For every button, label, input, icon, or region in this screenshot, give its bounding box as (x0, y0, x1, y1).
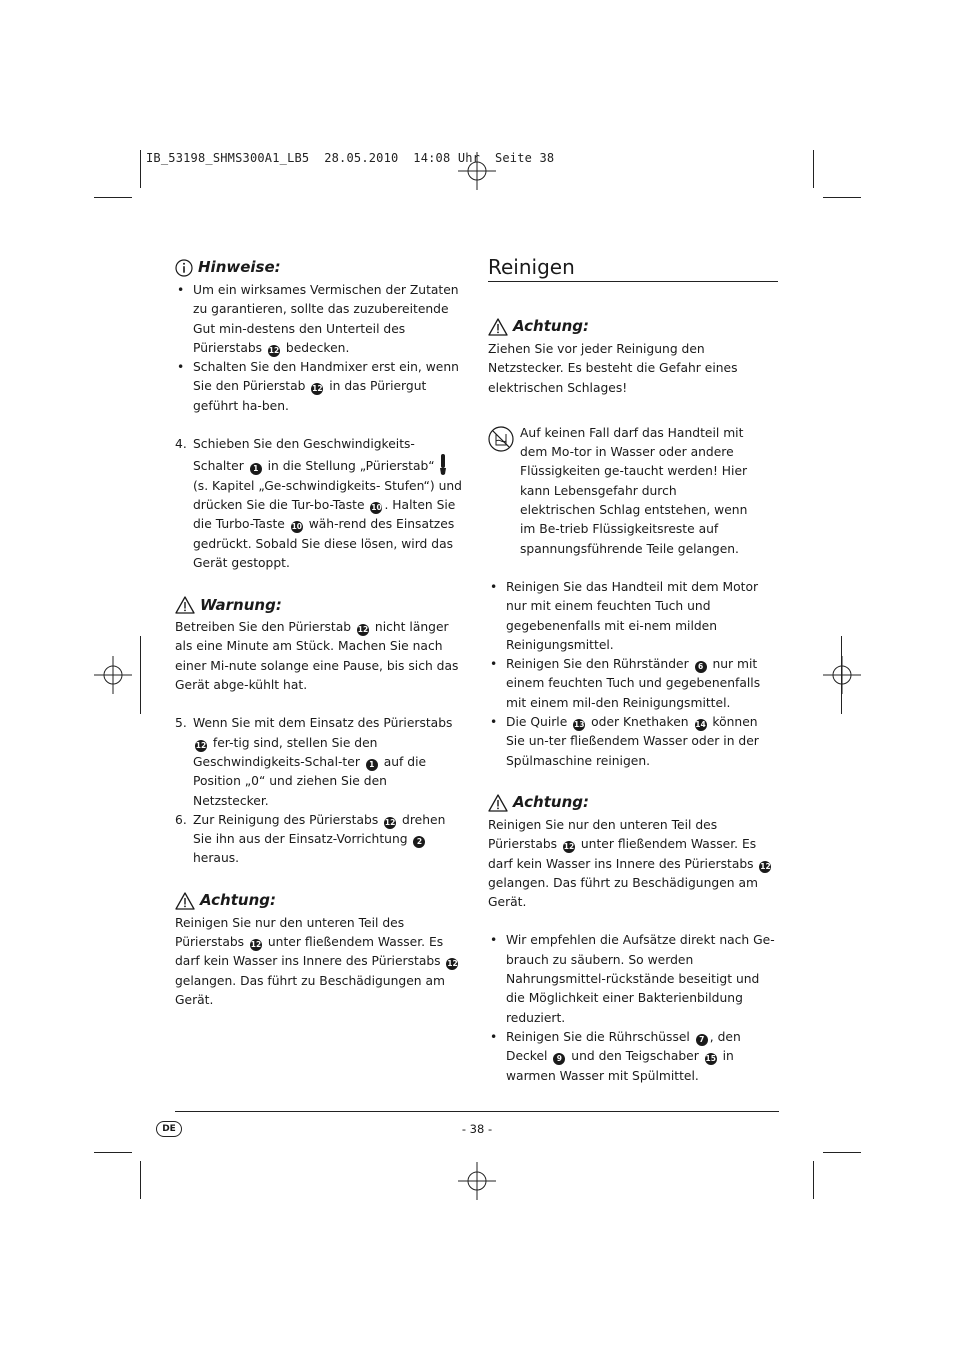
info-icon (175, 259, 193, 277)
part-number-badge: 10 (291, 522, 302, 532)
step-text: fer-tig sind, stellen Sie den Geschwindigkeits-Schal-ter (193, 735, 378, 769)
step-text: Schieben Sie den Geschwindigkeits-Schalter (193, 437, 415, 474)
list-text: können Sie un-ter fließendem Wasser oder in der Spülmaschine reinigen. (506, 715, 759, 768)
part-number-badge: 12 (250, 940, 262, 950)
paragraph-text: gelangen. Das führt zu Beschädigungen am Gerät. (175, 973, 445, 1007)
list-text: bedecken. (281, 340, 350, 355)
warning-triangle-icon (488, 794, 508, 812)
paragraph-text: gelangen. Das führt zu Beschädigungen am Gerät. (488, 875, 758, 910)
step-text: in die Stellung „Pürierstab“ (263, 459, 439, 474)
warnung-heading (175, 592, 465, 618)
page-number: - 38 - (461, 1122, 493, 1136)
slug-line: IB_53198_SHMS300A1_LB5 28.05.2010 14:08 Uhr Seite 38 (146, 151, 555, 165)
part-number-badge: 10 (371, 502, 382, 512)
part-number-badge: 14 (695, 720, 706, 730)
step-number: 4. (175, 437, 187, 452)
paragraph-text: unter fließendem Wasser. Es darf kein Wasser ins Innere des Pürierstabs (175, 935, 445, 969)
list-item (488, 931, 778, 1027)
part-number-badge: 12 (760, 861, 771, 871)
paragraph-text: unter fließendem Wasser. Es darf kein Wasser ins Innere des Pürierstabs (488, 837, 758, 871)
section-title: Reinigen (488, 255, 778, 282)
part-number-badge: 6 (695, 661, 707, 673)
paragraph-text: nicht länger als eine Minute am Stück. Machen Sie nach einer Mi-nute solange eine Pause, bis sich das Gerät abge-kühlt hat. (175, 620, 459, 693)
list-text: in warmen Wasser mit Spülmittel. (506, 1049, 734, 1083)
crop-mark (823, 1152, 861, 1153)
registration-mark-icon (458, 152, 496, 190)
warning-triangle-icon (175, 892, 195, 910)
part-number-badge: 12 (195, 740, 207, 750)
steps-list-b (175, 714, 465, 868)
no-immerse-warning (488, 424, 778, 559)
blender-wand-icon (439, 454, 447, 476)
warning-triangle-icon (488, 318, 508, 336)
list-text: Die Quirle (506, 715, 572, 730)
list-text: Reinigen Sie den Rührständer (506, 657, 693, 672)
hinweise-list (175, 281, 465, 416)
crop-mark (94, 1152, 132, 1153)
list-text: und den Teigschaber (567, 1049, 703, 1064)
part-number-badge: 13 (573, 720, 585, 730)
warning-triangle-icon (175, 596, 195, 614)
part-number-badge: 1 (250, 463, 262, 475)
list-item (488, 713, 778, 771)
list-text: Reinigen Sie das Handteil mit dem Motor nur mit einem feuchten Tuch und gegebenenfalls mit ei-nem milden Reinigungsmittel. (506, 579, 759, 652)
step-4 (175, 435, 465, 573)
step-6 (175, 811, 465, 869)
list-item (175, 281, 465, 358)
achtung-paragraph (175, 914, 465, 1010)
part-number-badge: 15 (705, 1054, 716, 1064)
achtung-title: Achtung: (513, 793, 589, 812)
step-number: 5. (175, 716, 187, 731)
step-text: . Halten Sie die Turbo-Taste (193, 497, 456, 532)
list-item (488, 578, 778, 655)
part-number-badge: 9 (553, 1053, 565, 1065)
crop-mark (813, 1161, 814, 1199)
part-number-badge: 12 (268, 345, 280, 355)
no-immerse-text: Auf keinen Fall darf das Handteil mit dem Mo-tor in Wasser oder andere Flüssigkeiten ge-taucht werden! Hier kann Lebensgefahr durch elektrischen Schlag entstehen, wenn im Be-trieb Flüssigkeitsreste auf spannungsführende Teile gelangen. (520, 425, 748, 556)
achtung-paragraph (488, 816, 778, 912)
step-text: heraus. (193, 851, 240, 866)
achtung-title: Achtung: (200, 891, 276, 910)
step-number: 6. (175, 812, 187, 827)
paragraph-text: Betreiben Sie den Pürierstab (175, 620, 355, 635)
crop-mark (94, 197, 132, 198)
part-number-badge: 2 (413, 836, 425, 848)
crop-mark (841, 636, 842, 714)
crop-mark (140, 1161, 141, 1199)
hinweise-heading (175, 255, 465, 281)
hinweise-title: Hinweise: (198, 258, 281, 277)
registration-mark-icon (458, 1162, 496, 1200)
list-text: Reinigen Sie die Rührschüssel (506, 1029, 694, 1044)
warnung-paragraph (175, 618, 465, 695)
list-text: , den Deckel (506, 1029, 741, 1064)
list-item (488, 1028, 778, 1086)
achtung-heading (175, 888, 465, 914)
crop-mark (823, 197, 861, 198)
achtung-title: Achtung: (513, 317, 589, 336)
right-column (488, 255, 778, 1086)
step-text: drehen Sie ihn aus der Einsatz-Vorrichtung (193, 812, 446, 847)
left-column (175, 255, 465, 1010)
list-text: Wir empfehlen die Aufsätze direkt nach Ge-brauch zu säubern. So werden Nahrungsmittel-rückstände beseitigt und die Möglichkeit einer Bakterienbildung reduziert. (506, 933, 775, 1025)
crop-mark (140, 636, 141, 714)
step-5 (175, 714, 465, 810)
part-number-badge: 7 (696, 1034, 708, 1046)
achtung-heading (488, 790, 778, 816)
footer-rule (175, 1111, 779, 1112)
part-number-badge: 12 (447, 959, 458, 969)
list-item (488, 655, 778, 713)
steps-list-a (175, 435, 465, 573)
paragraph-text: Reinigen Sie nur den unteren Teil des Pürierstabs (175, 915, 405, 950)
paragraph-text: Reinigen Sie nur den unteren Teil des Pürierstabs (488, 817, 718, 852)
part-number-badge: 12 (312, 384, 323, 394)
do-not-immerse-icon (488, 426, 514, 452)
registration-mark-icon (823, 656, 861, 694)
list-item (175, 358, 465, 416)
step-text: Zur Reinigung des Pürierstabs (193, 812, 383, 827)
list-text: Schalten Sie den Handmixer erst ein, wenn Sie den Pürierstab (193, 360, 459, 394)
language-badge: DE (156, 1121, 182, 1137)
list-text: in das Püriergut geführt ha-ben. (193, 379, 427, 413)
part-number-badge: 12 (357, 625, 369, 635)
part-number-badge: 12 (563, 842, 575, 852)
step-text: Wenn Sie mit dem Einsatz des Pürierstabs (193, 716, 453, 731)
cleaning-list-a (488, 578, 778, 771)
list-text: Um ein wirksames Vermischen der Zutaten zu garantieren, sollte das zuzubereitende Gut min-destens den Unterteil des Pürierstabs (193, 283, 459, 355)
crop-mark (140, 150, 141, 188)
step-text: (s. Kapitel „Ge-schwindigkeits- Stufen“) und drücken Sie die Tur-bo-Taste (193, 478, 462, 512)
crop-mark (813, 150, 814, 188)
registration-mark-icon (94, 656, 132, 694)
list-text: nur mit einem feuchten Tuch und gegebenenfalls mit einem mil-den Reinigungsmittel. (506, 657, 761, 710)
achtung-paragraph: Ziehen Sie vor jeder Reinigung den Netzstecker. Es besteht die Gefahr eines elektrischen Schlages! (488, 342, 738, 395)
part-number-badge: 12 (384, 817, 396, 827)
part-number-badge: 1 (366, 759, 378, 771)
step-text: auf die Position „0“ und ziehen Sie den Netzstecker. (193, 754, 427, 808)
achtung-heading (488, 314, 778, 340)
warnung-title: Warnung: (200, 595, 282, 614)
step-text: wäh-rend des Einsatzes gedrückt. Sobald Sie diese lösen, wird das Gerät gestoppt. (193, 517, 455, 570)
cleaning-list-b (488, 931, 778, 1085)
list-text: oder Knethaken (587, 715, 693, 730)
